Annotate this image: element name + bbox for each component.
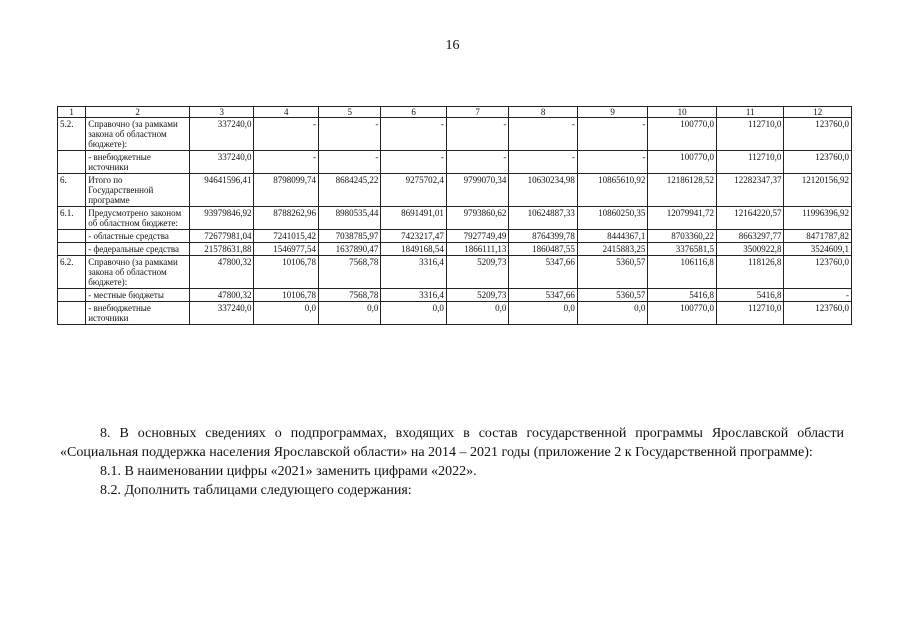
table-cell: - [381,118,446,151]
table-cell: 12079941,72 [648,207,717,230]
table-cell: 12120156,92 [784,174,852,207]
row-code [58,151,86,174]
table-cell: 1849168,54 [381,243,446,256]
table-cell: 1546977,54 [254,243,318,256]
table-cell: 72677981,04 [189,230,253,243]
table-cell: 10106,78 [254,256,318,289]
table-cell: 21578631,88 [189,243,253,256]
table-cell: 0,0 [318,302,380,325]
row-code [58,243,86,256]
table-cell: 12186128,52 [648,174,717,207]
paragraph-8-2: 8.2. Дополнить таблицами следующего содержания: [100,483,412,498]
table-cell: - [381,151,446,174]
table-cell: 7241015,42 [254,230,318,243]
table-cell: 9799070,34 [446,174,508,207]
table-cell: 12282347,37 [716,174,784,207]
row-code [58,289,86,302]
table-cell: 123760,0 [784,256,852,289]
table-cell: 1860487,55 [509,243,578,256]
table-cell: 10860250,35 [577,207,648,230]
row-name: Справочно (за рамками закона об областном бюджете): [86,256,190,289]
table-cell: 8691491,01 [381,207,446,230]
table-cell: 100770,0 [648,118,717,151]
column-header: 8 [509,107,578,118]
table-cell: - [784,289,852,302]
table-cell: 10865610,92 [577,174,648,207]
paragraph-8: 8. В основных сведениях о подпрограммах, входящих в состав государственной программы Ярославской области «Социальная поддержка населения Ярославской области» на 2014 – 2021 годы (приложение 2 к Государственной программе): [60,426,844,460]
table-cell: 118126,8 [716,256,784,289]
table-cell: 123760,0 [784,302,852,325]
row-name: - внебюджетные источники [86,151,190,174]
row-code: 6.1. [58,207,86,230]
row-code: 5.2. [58,118,86,151]
row-name: - местные бюджеты [86,289,190,302]
table-cell: 8980535,44 [318,207,380,230]
column-header: 1 [58,107,86,118]
row-code: 6.2. [58,256,86,289]
table-cell: 7568,78 [318,289,380,302]
column-header: 12 [784,107,852,118]
table-cell: 5360,57 [577,289,648,302]
column-header: 2 [86,107,190,118]
table-cell: 5209,73 [446,289,508,302]
table-cell: 9275702,4 [381,174,446,207]
table-cell: 123760,0 [784,151,852,174]
table-row [58,256,852,289]
table-cell: 94641596,41 [189,174,253,207]
table-cell: 8444367,1 [577,230,648,243]
table-row [58,302,852,325]
table-cell: 7568,78 [318,256,380,289]
table-cell: 8471787,82 [784,230,852,243]
column-header: 3 [189,107,253,118]
table-cell: 5347,66 [509,256,578,289]
table-cell: 1866111,13 [446,243,508,256]
table-cell: 112710,0 [716,302,784,325]
table-cell: 8764399,78 [509,230,578,243]
table-cell: 3500922,8 [716,243,784,256]
table-row [58,118,852,151]
table-cell: 0,0 [381,302,446,325]
table-cell: 5360,57 [577,256,648,289]
column-header: 11 [716,107,784,118]
table-cell: 337240,0 [189,302,253,325]
table-row [58,151,852,174]
table-cell: 3524609,1 [784,243,852,256]
table-cell: 8788262,96 [254,207,318,230]
table-row [58,230,852,243]
table-cell: 3376581,5 [648,243,717,256]
table-cell: 0,0 [446,302,508,325]
table-cell: - [509,118,578,151]
table-cell: - [577,118,648,151]
table-cell: 7038785,97 [318,230,380,243]
table-cell: 0,0 [577,302,648,325]
row-code [58,302,86,325]
table-cell: - [254,151,318,174]
table-header [58,107,852,118]
table-cell: 1637890,47 [318,243,380,256]
column-header: 5 [318,107,380,118]
table-cell: 93979846,92 [189,207,253,230]
row-name: - областные средства [86,230,190,243]
paragraph-8-1: 8.1. В наименовании цифры «2021» заменить цифрами «2022». [100,464,477,479]
row-name: Предусмотрено законом об областном бюджете: [86,207,190,230]
body-text [60,424,844,500]
row-code [58,230,86,243]
row-name: - внебюджетные источники [86,302,190,325]
table-cell: 0,0 [254,302,318,325]
table-cell: 112710,0 [716,118,784,151]
table-cell: 5347,66 [509,289,578,302]
table-cell: - [254,118,318,151]
table-cell: - [318,151,380,174]
table-cell: 337240,0 [189,151,253,174]
row-name: - федеральные средства [86,243,190,256]
budget-table [57,106,852,325]
row-name: Итого по Государственной программе [86,174,190,207]
table-cell: 8684245,22 [318,174,380,207]
table-cell: 3316,4 [381,289,446,302]
header-row [58,107,852,118]
table-row [58,174,852,207]
table-cell: 10106,78 [254,289,318,302]
table-cell: 112710,0 [716,151,784,174]
page-number: 16 [445,38,460,53]
column-header: 10 [648,107,717,118]
table-cell: 5416,8 [648,289,717,302]
table-cell: 10630234,98 [509,174,578,207]
table-row [58,207,852,230]
table-cell: 10624887,33 [509,207,578,230]
table-cell: 9793860,62 [446,207,508,230]
table-cell: 47800,32 [189,256,253,289]
table-cell: 5416,8 [716,289,784,302]
table-cell: - [577,151,648,174]
table-cell: 100770,0 [648,151,717,174]
table-cell: 12164220,57 [716,207,784,230]
column-header: 4 [254,107,318,118]
column-header: 7 [446,107,508,118]
row-name: Справочно (за рамками закона об областном бюджете): [86,118,190,151]
table-cell: 11996396,92 [784,207,852,230]
row-code: 6. [58,174,86,207]
table-cell: - [318,118,380,151]
table-body [58,118,852,325]
table-cell: - [446,118,508,151]
table-cell: 47800,32 [189,289,253,302]
table-cell: 337240,0 [189,118,253,151]
table-cell: 3316,4 [381,256,446,289]
table-cell: 2415883,25 [577,243,648,256]
table-cell: 7927749,49 [446,230,508,243]
column-header: 9 [577,107,648,118]
table-cell: 123760,0 [784,118,852,151]
table-cell: 7423217,47 [381,230,446,243]
table-cell: 106116,8 [648,256,717,289]
table-row [58,289,852,302]
table-cell: - [509,151,578,174]
table-cell: 5209,73 [446,256,508,289]
table-cell: 8798099,74 [254,174,318,207]
table-cell: 8703360,22 [648,230,717,243]
column-header: 6 [381,107,446,118]
table-row [58,243,852,256]
table-cell: 8663297,77 [716,230,784,243]
table-cell: 100770,0 [648,302,717,325]
table-cell: 0,0 [509,302,578,325]
table-cell: - [446,151,508,174]
